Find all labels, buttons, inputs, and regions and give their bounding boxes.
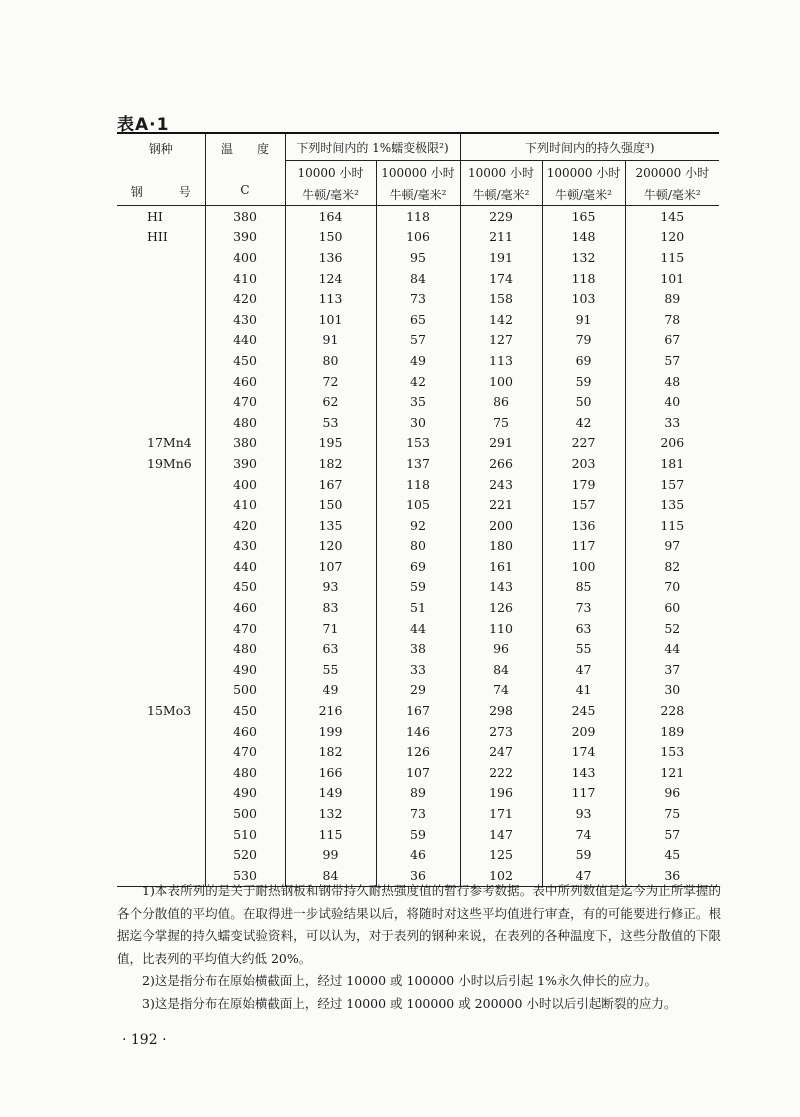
steel-grade-header	[117, 133, 205, 206]
rupture-200000h-cell: 181	[625, 453, 719, 474]
creep-10000h-cell: 164	[285, 206, 376, 227]
creep-100000h-cell: 51	[376, 597, 460, 618]
creep-100000h-cell: 80	[376, 536, 460, 557]
rupture-10000h-cell: 161	[460, 556, 542, 577]
temperature-cell: 470	[205, 391, 285, 412]
table-row	[117, 844, 719, 865]
rupture-100000h-unit: 牛顿/毫米²	[542, 183, 625, 206]
table-row	[117, 453, 719, 474]
rupture-10000h-cell: 229	[460, 206, 542, 227]
temperature-cell: 440	[205, 330, 285, 351]
rupture-200000h-cell: 57	[625, 350, 719, 371]
temp-label-b: 度	[257, 142, 270, 156]
rupture-10000h-cell: 74	[460, 680, 542, 701]
rupture-10000h-cell: 200	[460, 515, 542, 536]
rupture-10000h-cell: 222	[460, 762, 542, 783]
creep-100000h-cell: 126	[376, 741, 460, 762]
creep-10000h-cell: 216	[285, 700, 376, 721]
temperature-cell: 420	[205, 515, 285, 536]
rupture-10000h-cell: 273	[460, 721, 542, 742]
creep-10000h-cell: 49	[285, 680, 376, 701]
table-row	[117, 227, 719, 248]
temp-label-a: 温	[220, 142, 233, 156]
grade-cell	[117, 618, 205, 639]
rupture-100000h-cell: 69	[542, 350, 625, 371]
rupture-100000h-cell: 100	[542, 556, 625, 577]
creep-100000h-cell: 89	[376, 783, 460, 804]
table-row	[117, 783, 719, 804]
temperature-cell: 480	[205, 412, 285, 433]
table-row	[117, 288, 719, 309]
rupture-10000h-cell: 142	[460, 309, 542, 330]
grade-cell	[117, 288, 205, 309]
rupture-200000h-cell: 157	[625, 474, 719, 495]
grade-cell: HI	[147, 208, 163, 224]
creep-100000h-cell: 107	[376, 762, 460, 783]
table-row	[117, 515, 719, 536]
creep-100000h-cell: 36	[376, 865, 460, 886]
table-row	[117, 597, 719, 618]
grade-cell	[117, 762, 205, 783]
creep-10000h-cell: 149	[285, 783, 376, 804]
rupture-10000h-cell: 298	[460, 700, 542, 721]
rupture-100000h-header: 100000 小时	[542, 161, 625, 184]
rupture-100000h-cell: 91	[542, 309, 625, 330]
creep-100000h-cell: 33	[376, 659, 460, 680]
grade-cell	[117, 556, 205, 577]
grade-cell	[117, 680, 205, 701]
creep-10000h-cell: 132	[285, 803, 376, 824]
temperature-cell: 460	[205, 371, 285, 392]
creep-100000h-cell: 92	[376, 515, 460, 536]
creep-10000h-cell: 150	[285, 494, 376, 515]
rupture-100000h-cell: 55	[542, 638, 625, 659]
rupture-100000h-cell: 73	[542, 597, 625, 618]
rupture-200000h-cell: 153	[625, 741, 719, 762]
creep-100000h-cell: 84	[376, 268, 460, 289]
rupture-200000h-cell: 40	[625, 391, 719, 412]
rupture-200000h-cell: 89	[625, 288, 719, 309]
rupture-200000h-cell: 44	[625, 638, 719, 659]
table-row	[117, 391, 719, 412]
temperature-cell: 500	[205, 680, 285, 701]
rupture-10000h-unit: 牛顿/毫米²	[460, 183, 542, 206]
rupture-100000h-cell: 203	[542, 453, 625, 474]
creep-10000h-cell: 199	[285, 721, 376, 742]
grade-label-b: 号	[178, 185, 191, 199]
creep-100000h-cell: 49	[376, 350, 460, 371]
creep-strength-table	[117, 132, 719, 887]
rupture-200000h-cell: 115	[625, 515, 719, 536]
rupture-10000h-cell: 126	[460, 597, 542, 618]
rupture-100000h-cell: 103	[542, 288, 625, 309]
rupture-10000h-cell: 125	[460, 844, 542, 865]
creep-100000h-unit: 牛顿/毫米²	[376, 183, 460, 206]
rupture-10000h-cell: 113	[460, 350, 542, 371]
rupture-200000h-cell: 36	[625, 865, 719, 886]
creep-100000h-cell: 38	[376, 638, 460, 659]
temperature-cell: 530	[205, 865, 285, 886]
rupture-10000h-cell: 221	[460, 494, 542, 515]
rupture-200000h-cell: 48	[625, 371, 719, 392]
rupture-100000h-cell: 41	[542, 680, 625, 701]
rupture-100000h-cell: 179	[542, 474, 625, 495]
temperature-cell: 430	[205, 309, 285, 330]
rupture-100000h-cell: 42	[542, 412, 625, 433]
temperature-cell: 430	[205, 536, 285, 557]
rupture-100000h-cell: 79	[542, 330, 625, 351]
rupture-100000h-cell: 148	[542, 227, 625, 248]
table-row	[117, 412, 719, 433]
creep-100000h-cell: 105	[376, 494, 460, 515]
temperature-cell: 380	[205, 433, 285, 454]
table-row	[117, 556, 719, 577]
table-title: 表A·1	[117, 115, 170, 135]
temperature-cell: 400	[205, 474, 285, 495]
rupture-10000h-cell: 100	[460, 371, 542, 392]
creep-100000h-cell: 65	[376, 309, 460, 330]
rupture-100000h-cell: 117	[542, 536, 625, 557]
rupture-100000h-cell: 47	[542, 865, 625, 886]
rupture-200000h-cell: 33	[625, 412, 719, 433]
rupture-10000h-cell: 266	[460, 453, 542, 474]
table-row	[117, 741, 719, 762]
creep-100000h-cell: 118	[376, 206, 460, 227]
grade-cell	[117, 803, 205, 824]
table-row	[117, 680, 719, 701]
rupture-10000h-cell: 247	[460, 741, 542, 762]
rupture-10000h-cell: 102	[460, 865, 542, 886]
rupture-200000h-cell: 121	[625, 762, 719, 783]
creep-100000h-cell: 30	[376, 412, 460, 433]
temperature-cell: 460	[205, 721, 285, 742]
creep-10000h-cell: 72	[285, 371, 376, 392]
creep-10000h-cell: 71	[285, 618, 376, 639]
creep-100000h-header: 100000 小时	[376, 161, 460, 184]
creep-10000h-cell: 55	[285, 659, 376, 680]
creep-10000h-cell: 195	[285, 433, 376, 454]
creep-10000h-cell: 182	[285, 741, 376, 762]
steel-type-label: 钢种	[148, 142, 173, 156]
rupture-200000h-cell: 70	[625, 577, 719, 598]
rupture-10000h-cell: 158	[460, 288, 542, 309]
rupture-200000h-cell: 82	[625, 556, 719, 577]
table-row	[117, 762, 719, 783]
rupture-10000h-cell: 180	[460, 536, 542, 557]
creep-10000h-cell: 99	[285, 844, 376, 865]
table-row	[117, 206, 719, 227]
table-row	[117, 700, 719, 721]
table-row	[117, 330, 719, 351]
grade-cell	[117, 597, 205, 618]
temperature-header	[205, 133, 285, 206]
rupture-200000h-cell: 57	[625, 824, 719, 845]
rupture-200000h-cell: 135	[625, 494, 719, 515]
rupture-200000h-cell: 120	[625, 227, 719, 248]
rupture-200000h-cell: 67	[625, 330, 719, 351]
creep-10000h-cell: 53	[285, 412, 376, 433]
rupture-200000h-cell: 96	[625, 783, 719, 804]
creep-100000h-cell: 42	[376, 371, 460, 392]
grade-cell	[117, 371, 205, 392]
page-number: · 192 ·	[122, 1032, 167, 1048]
table-row	[117, 350, 719, 371]
rupture-200000h-cell: 78	[625, 309, 719, 330]
rupture-200000h-cell: 52	[625, 618, 719, 639]
rupture-200000h-cell: 37	[625, 659, 719, 680]
creep-10000h-cell: 135	[285, 515, 376, 536]
grade-cell	[117, 741, 205, 762]
rupture-200000h-cell: 30	[625, 680, 719, 701]
rupture-200000h-cell: 189	[625, 721, 719, 742]
rupture-10000h-cell: 243	[460, 474, 542, 495]
rupture-100000h-cell: 245	[542, 700, 625, 721]
rupture-100000h-cell: 59	[542, 371, 625, 392]
grade-cell	[117, 638, 205, 659]
temperature-cell: 440	[205, 556, 285, 577]
creep-10000h-cell: 124	[285, 268, 376, 289]
grade-cell: 19Mn6	[147, 455, 192, 471]
temperature-cell: 390	[205, 453, 285, 474]
table-row	[117, 268, 719, 289]
creep-10000h-cell: 83	[285, 597, 376, 618]
rupture-10000h-cell: 211	[460, 227, 542, 248]
grade-cell	[117, 577, 205, 598]
rupture-100000h-cell: 47	[542, 659, 625, 680]
temperature-cell: 450	[205, 577, 285, 598]
grade-cell	[117, 824, 205, 845]
temperature-cell: 410	[205, 494, 285, 515]
table-row	[117, 721, 719, 742]
rupture-200000h-cell: 145	[625, 206, 719, 227]
rupture-100000h-cell: 50	[542, 391, 625, 412]
creep-10000h-cell: 93	[285, 577, 376, 598]
creep-100000h-cell: 153	[376, 433, 460, 454]
grade-label-a: 钢	[130, 185, 143, 199]
rupture-strength-group-header: 下列时间内的持久强度³)	[460, 133, 719, 161]
creep-100000h-cell: 118	[376, 474, 460, 495]
creep-10000h-cell: 62	[285, 391, 376, 412]
rupture-100000h-cell: 74	[542, 824, 625, 845]
grade-cell: 15Mo3	[147, 703, 192, 719]
creep-10000h-cell: 113	[285, 288, 376, 309]
temperature-cell: 460	[205, 597, 285, 618]
rupture-200000h-header: 200000 小时	[625, 161, 719, 184]
temperature-cell: 480	[205, 762, 285, 783]
rupture-100000h-cell: 132	[542, 247, 625, 268]
creep-10000h-cell: 101	[285, 309, 376, 330]
rupture-200000h-cell: 97	[625, 536, 719, 557]
creep-10000h-cell: 167	[285, 474, 376, 495]
creep-100000h-cell: 95	[376, 247, 460, 268]
creep-10000h-header: 10000 小时	[285, 161, 376, 184]
rupture-10000h-cell: 75	[460, 412, 542, 433]
grade-cell	[117, 391, 205, 412]
table-row	[117, 536, 719, 557]
footnote-2: 2)这是指分布在原始横截面上，经过 10000 或 100000 小时以后引起 1%永久伸长的应力。	[142, 973, 658, 988]
rupture-10000h-cell: 291	[460, 433, 542, 454]
rupture-100000h-cell: 165	[542, 206, 625, 227]
creep-10000h-cell: 107	[285, 556, 376, 577]
rupture-10000h-cell: 171	[460, 803, 542, 824]
creep-100000h-cell: 106	[376, 227, 460, 248]
rupture-10000h-cell: 127	[460, 330, 542, 351]
grade-cell	[117, 494, 205, 515]
grade-cell	[117, 721, 205, 742]
rupture-200000h-cell: 75	[625, 803, 719, 824]
rupture-100000h-cell: 143	[542, 762, 625, 783]
temperature-cell: 480	[205, 638, 285, 659]
creep-100000h-cell: 29	[376, 680, 460, 701]
table-row	[117, 474, 719, 495]
creep-10000h-unit: 牛顿/毫米²	[285, 183, 376, 206]
rupture-200000h-cell: 206	[625, 433, 719, 454]
temperature-cell: 520	[205, 844, 285, 865]
grade-cell	[117, 474, 205, 495]
rupture-200000h-cell: 60	[625, 597, 719, 618]
temperature-cell: 510	[205, 824, 285, 845]
rupture-200000h-cell: 115	[625, 247, 719, 268]
table-row	[117, 638, 719, 659]
table-row	[117, 824, 719, 845]
temperature-cell: 470	[205, 741, 285, 762]
table-row	[117, 309, 719, 330]
table-row	[117, 577, 719, 598]
rupture-100000h-cell: 118	[542, 268, 625, 289]
creep-100000h-cell: 44	[376, 618, 460, 639]
creep-100000h-cell: 69	[376, 556, 460, 577]
creep-100000h-cell: 57	[376, 330, 460, 351]
creep-10000h-cell: 182	[285, 453, 376, 474]
rupture-100000h-cell: 227	[542, 433, 625, 454]
creep-10000h-cell: 166	[285, 762, 376, 783]
table-row	[117, 371, 719, 392]
creep-100000h-cell: 73	[376, 803, 460, 824]
temperature-cell: 450	[205, 350, 285, 371]
table-row	[117, 618, 719, 639]
rupture-10000h-cell: 84	[460, 659, 542, 680]
temperature-cell: 490	[205, 659, 285, 680]
creep-100000h-cell: 59	[376, 577, 460, 598]
rupture-100000h-cell: 93	[542, 803, 625, 824]
creep-10000h-cell: 120	[285, 536, 376, 557]
grade-cell	[117, 515, 205, 536]
rupture-10000h-cell: 174	[460, 268, 542, 289]
rupture-200000h-cell: 228	[625, 700, 719, 721]
rupture-100000h-cell: 63	[542, 618, 625, 639]
grade-cell	[117, 844, 205, 865]
temperature-cell: 490	[205, 783, 285, 804]
rupture-200000h-cell: 45	[625, 844, 719, 865]
grade-cell	[117, 309, 205, 330]
grade-cell	[117, 536, 205, 557]
table-row	[117, 247, 719, 268]
grade-cell	[117, 659, 205, 680]
creep-10000h-cell: 91	[285, 330, 376, 351]
rupture-200000h-unit: 牛顿/毫米²	[625, 183, 719, 206]
rupture-100000h-cell: 157	[542, 494, 625, 515]
creep-10000h-cell: 84	[285, 865, 376, 886]
temperature-cell: 400	[205, 247, 285, 268]
table-row	[117, 494, 719, 515]
temperature-cell: 410	[205, 268, 285, 289]
grade-cell	[117, 783, 205, 804]
footnote-1: 1)本表所列的是关于耐热钢板和钢带持久耐热强度值的暂行参考数据。表中所列数值是迄今为止所掌握的各个分散值的平均值。在取得进一步试验结果以后，将随时对这些平均值进行审查，有的可能要进行修正。根据迄今掌握的持久蠕变试验资料，可以认为，对于表列的钢种来说，在表列的各种温度下，这些分散值的下限值，比表列的平均值大约低 20%。	[117, 883, 721, 966]
rupture-100000h-cell: 136	[542, 515, 625, 536]
creep-10000h-cell: 150	[285, 227, 376, 248]
rupture-100000h-cell: 59	[542, 844, 625, 865]
temperature-cell: 450	[205, 700, 285, 721]
temp-unit: C	[240, 183, 250, 197]
creep-10000h-cell: 115	[285, 824, 376, 845]
grade-cell	[117, 330, 205, 351]
rupture-200000h-cell: 101	[625, 268, 719, 289]
rupture-10000h-cell: 110	[460, 618, 542, 639]
creep-100000h-cell: 59	[376, 824, 460, 845]
temperature-cell: 470	[205, 618, 285, 639]
creep-100000h-cell: 146	[376, 721, 460, 742]
temperature-cell: 500	[205, 803, 285, 824]
table-row	[117, 803, 719, 824]
rupture-10000h-cell: 86	[460, 391, 542, 412]
creep-10000h-cell: 63	[285, 638, 376, 659]
temperature-cell: 420	[205, 288, 285, 309]
rupture-100000h-cell: 174	[542, 741, 625, 762]
rupture-100000h-cell: 209	[542, 721, 625, 742]
rupture-100000h-cell: 117	[542, 783, 625, 804]
grade-cell	[117, 412, 205, 433]
creep-100000h-cell: 73	[376, 288, 460, 309]
creep-10000h-cell: 136	[285, 247, 376, 268]
grade-cell	[117, 247, 205, 268]
creep-10000h-cell: 80	[285, 350, 376, 371]
rupture-10000h-cell: 96	[460, 638, 542, 659]
temperature-cell: 380	[205, 206, 285, 227]
creep-100000h-cell: 137	[376, 453, 460, 474]
creep-limit-group-header: 下列时间内的 1%蠕变极限²)	[285, 133, 460, 161]
grade-cell: HII	[147, 229, 168, 245]
table-footnotes	[117, 880, 721, 1015]
creep-100000h-cell: 167	[376, 700, 460, 721]
grade-cell	[117, 350, 205, 371]
rupture-10000h-cell: 191	[460, 247, 542, 268]
creep-100000h-cell: 35	[376, 391, 460, 412]
footnote-3: 3)这是指分布在原始横截面上，经过 10000 或 100000 或 200000 小时以后引起断裂的应力。	[142, 995, 677, 1011]
table-row	[117, 433, 719, 454]
rupture-100000h-cell: 85	[542, 577, 625, 598]
rupture-10000h-header: 10000 小时	[460, 161, 542, 184]
grade-cell	[117, 268, 205, 289]
table-row	[117, 659, 719, 680]
rupture-10000h-cell: 147	[460, 824, 542, 845]
creep-100000h-cell: 46	[376, 844, 460, 865]
temperature-cell: 390	[205, 227, 285, 248]
rupture-10000h-cell: 143	[460, 577, 542, 598]
grade-cell: 17Mn4	[147, 435, 192, 451]
rupture-10000h-cell: 196	[460, 783, 542, 804]
